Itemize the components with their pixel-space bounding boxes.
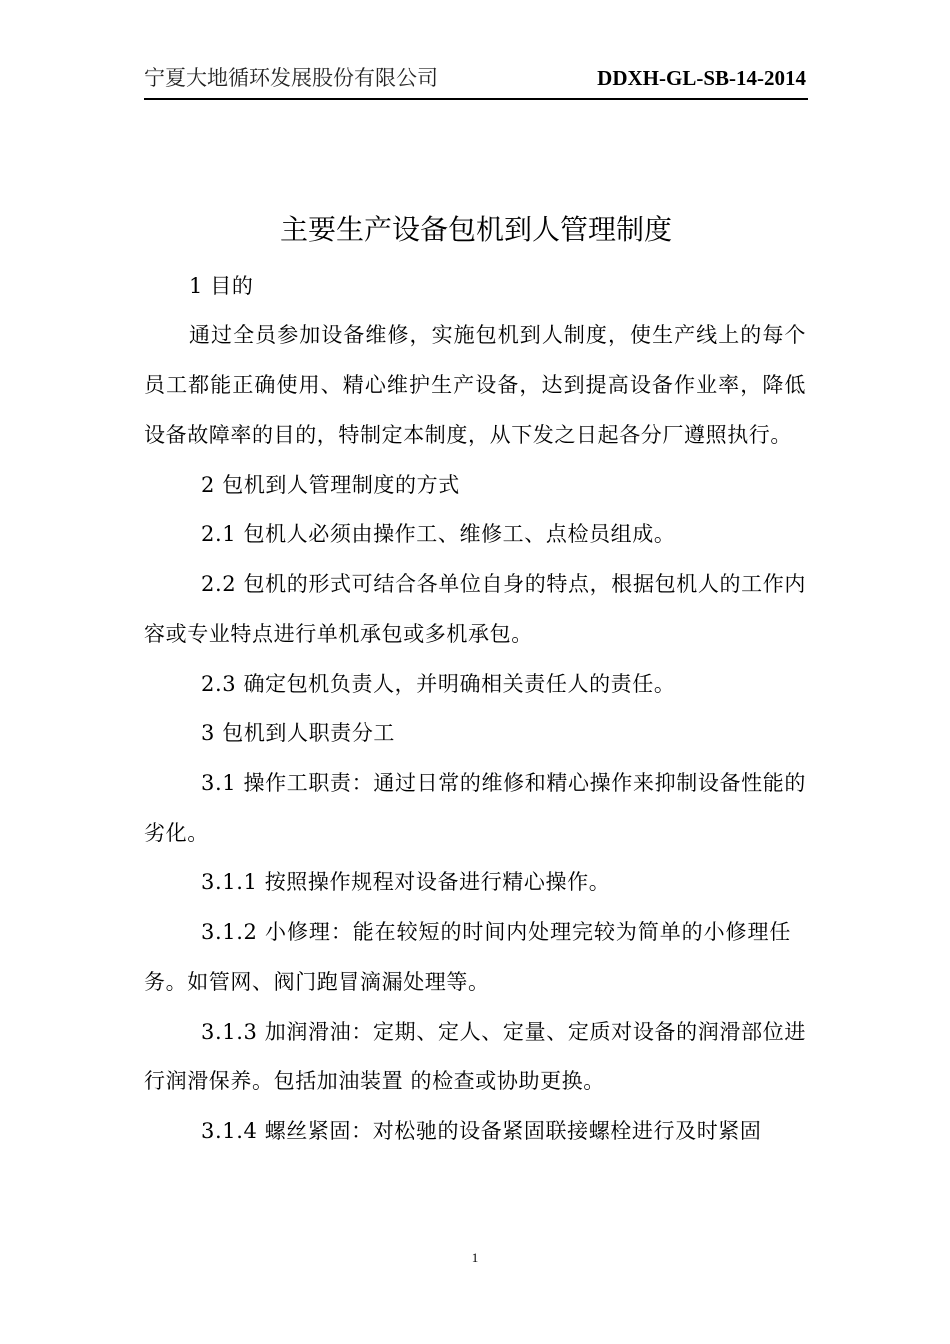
- section-heading-1: 1 目的: [189, 274, 254, 298]
- paragraph-line: 2.1 包机人必须由操作工、维修工、点检员组成。: [201, 522, 676, 546]
- paragraph-line: 通过全员参加设备维修，实施包机到人制度，使生产线上的每个: [189, 323, 806, 347]
- page-number: 1: [471, 1250, 479, 1265]
- section-heading-2: 2 包机到人管理制度的方式: [201, 473, 460, 497]
- document-title: 主要生产设备包机到人管理制度: [279, 213, 672, 246]
- paragraph-line: 劣化。: [144, 821, 209, 845]
- paragraph-line: 3.1.3 加润滑油：定期、定人、定量、定质对设备的润滑部位进: [201, 1020, 806, 1044]
- section-heading-3: 3 包机到人职责分工: [201, 721, 396, 745]
- paragraph-line: 3.1 操作工职责：通过日常的维修和精心操作来抑制设备性能的: [201, 771, 806, 795]
- paragraph-line: 2.2 包机的形式可结合各单位自身的特点，根据包机人的工作内: [201, 572, 806, 596]
- paragraph-line: 2.3 确定包机负责人，并明确相关责任人的责任。: [201, 672, 676, 696]
- paragraph-line: 3.1.4 螺丝紧固：对松驰的设备紧固联接螺栓进行及时紧固: [201, 1119, 762, 1143]
- paragraph-line: 3.1.2 小修理：能在较短的时间内处理完较为简单的小修理任: [201, 920, 791, 944]
- paragraph-line: 行润滑保养。包括加油装置 的检查或协助更换。: [144, 1069, 605, 1093]
- page-header: [144, 64, 808, 100]
- paragraph-line: 设备故障率的目的，特制定本制度，从下发之日起各分厂遵照执行。: [144, 423, 792, 447]
- paragraph-line: 3.1.1 按照操作规程对设备进行精心操作。: [201, 870, 611, 894]
- paragraph-line: 务。如管网、阀门跑冒滴漏处理等。: [144, 970, 490, 994]
- paragraph-line: 容或专业特点进行单机承包或多机承包。: [144, 622, 533, 646]
- paragraph-line: 员工都能正确使用、精心维护生产设备，达到提高设备作业率，降低: [144, 373, 806, 397]
- document-number: DDXH-GL-SB-14-2014: [597, 66, 806, 90]
- company-name: 宁夏大地循环发展股份有限公司: [144, 66, 438, 90]
